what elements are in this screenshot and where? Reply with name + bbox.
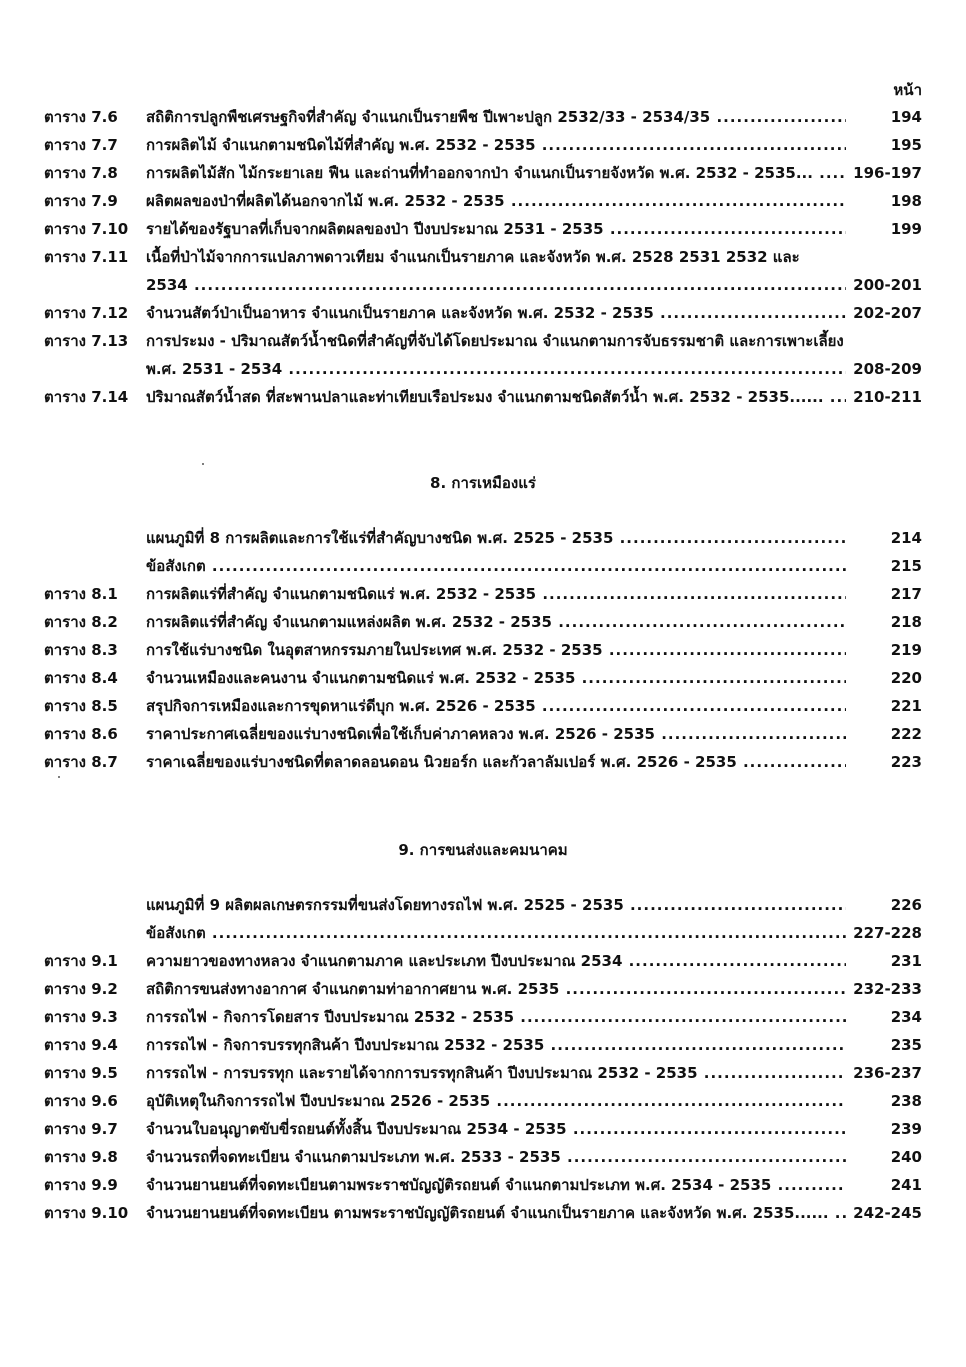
toc-page-number: 236-237 [853,1064,922,1082]
toc-page-number: 219 [890,641,922,659]
toc-label: ตาราง 9.6 [44,1092,118,1110]
toc-title: แผนภูมิที่ 8 การผลิตและการใช้แร่ที่สำคัญบางชนิด พ.ศ. 2525 - 2535 ..... [146,525,846,551]
toc-title: การรถไฟ - กิจการโดยสาร ปีงบประมาณ 2532 - 2535 ..... [146,1004,846,1030]
toc-row [0,160,966,186]
toc-page-number: 195 [890,136,922,154]
toc-page-number: 242-245 [853,1204,922,1222]
toc-page-number: 215 [890,557,922,575]
toc-label: ตาราง 7.13 [44,332,129,350]
toc-label: ตาราง 9.5 [44,1064,118,1082]
toc-label: ตาราง 9.7 [44,1120,118,1138]
toc-page-number: 222 [890,725,922,743]
toc-title: จำนวนยานยนต์ที่จดทะเบียน ตามพระราชบัญญัติรถยนต์ จำแนกเป็นรายภาค และจังหวัด พ.ศ. 2535...... ..... [146,1200,846,1226]
toc-title: การใช้แร่บางชนิด ในอุตสาหกรรมภายในประเทศ พ.ศ. 2532 - 2535 ..... [146,637,846,663]
toc-page-number: 194 [890,108,922,126]
toc-title: จำนวนยานยนต์ที่จดทะเบียนตามพระราชบัญญัติรถยนต์ จำแนกตามประเภท พ.ศ. 2534 - 2535 ..... [146,1172,846,1198]
toc-page-number: 234 [890,1008,922,1026]
toc-title: การผลิตแร่ที่สำคัญ จำแนกตามแหล่งผลิต พ.ศ. 2532 - 2535 ..... [146,609,846,635]
toc-row [0,188,966,214]
toc-page-number: 214 [890,529,922,547]
toc-title: จำนวนใบอนุญาตขับขี่รถยนต์ทั้งสิ้น ปีงบประมาณ 2534 - 2535 ..... [146,1116,846,1142]
toc-row [0,1088,966,1114]
toc-row [0,1144,966,1170]
toc-title: จำนวนรถที่จดทะเบียน จำแนกตามประเภท พ.ศ. 2533 - 2535 ..... [146,1144,846,1170]
toc-page-number: 217 [890,585,922,603]
toc-label: ตาราง 8.5 [44,697,118,715]
toc-title-continued: 2534 ..... [146,272,846,298]
toc-page-number: 232-233 [853,980,922,998]
toc-row [0,948,966,974]
toc-row [0,1172,966,1198]
toc-label: ตาราง 7.12 [44,304,129,322]
toc-label: ตาราง 7.9 [44,192,118,210]
toc-label: ตาราง 8.6 [44,725,118,743]
toc-title: สถิติการปลูกพืชเศรษฐกิจที่สำคัญ จำแนกเป็นรายพืช ปีเพาะปลูก 2532/33 - 2534/35 ..... [146,104,846,130]
toc-title: การรถไฟ - การบรรทุก และรายได้จากการบรรทุกสินค้า ปีงบประมาณ 2532 - 2535 ..... [146,1060,846,1086]
toc-title: การผลิตไม้ จำแนกตามชนิดไม้ที่สำคัญ พ.ศ. 2532 - 2535 ..... [146,132,846,158]
toc-row [0,1200,966,1226]
toc-title: ราคาประกาศเฉลี่ยของแร่บางชนิดเพื่อใช้เก็บค่าภาคหลวง พ.ศ. 2526 - 2535 ..... [146,721,846,747]
toc-page-number: 198 [890,192,922,210]
toc-title: แผนภูมิที่ 9 ผลิตผลเกษตรกรรมที่ขนส่งโดยทางรถไฟ พ.ศ. 2525 - 2535 ..... [146,892,846,918]
section-9-heading: 9. การขนส่งและคมนาคม [398,841,568,859]
toc-title: เนื้อที่ป่าไม้จากการแปลภาพดาวเทียม จำแนกเป็นรายภาค และจังหวัด พ.ศ. 2528 2531 2532 และ [146,248,800,266]
toc-page-number: 210-211 [853,388,922,406]
toc-label: ตาราง 8.4 [44,669,118,687]
toc-label: ตาราง 7.8 [44,164,118,182]
toc-label: ตาราง 7.6 [44,108,118,126]
toc-row [0,1032,966,1058]
toc-row [0,525,966,551]
toc-page-number: 235 [890,1036,922,1054]
toc-label: ตาราง 9.10 [44,1204,129,1222]
toc-row [0,1004,966,1030]
toc-page-number: 196-197 [853,164,922,182]
toc-row [0,892,966,918]
toc-row [0,693,966,719]
toc-title: จำนวนสัตว์ป่าเป็นอาหาร จำแนกเป็นรายภาค และจังหวัด พ.ศ. 2532 - 2535 ..... [146,300,846,326]
toc-row [0,300,966,326]
toc-label: ตาราง 9.8 [44,1148,118,1166]
toc-row [0,384,966,410]
toc-page-number: 199 [890,220,922,238]
toc-page-number: 202-207 [853,304,922,322]
toc-title-continued: พ.ศ. 2531 - 2534 ..... [146,356,846,382]
toc-page-number: 220 [890,669,922,687]
toc-page-number: 208-209 [853,360,922,378]
toc-row [0,721,966,747]
toc-page-number: 241 [890,1176,922,1194]
toc-row-continued [0,356,966,382]
toc-title: การผลิตแร่ที่สำคัญ จำแนกตามชนิดแร่ พ.ศ. 2532 - 2535 ..... [146,581,846,607]
toc-label: ตาราง 7.7 [44,136,118,154]
toc-row [0,132,966,158]
toc-row [0,609,966,635]
toc-label: ตาราง 9.1 [44,952,118,970]
toc-title: สรุปกิจการเหมืองและการขุดหาแร่ดีบุก พ.ศ. 2526 - 2535 ..... [146,693,846,719]
toc-title: ผลิตผลของป่าที่ผลิตได้นอกจากไม้ พ.ศ. 2532 - 2535 ..... [146,188,846,214]
toc-title: ข้อสังเกต ..... [146,553,846,579]
toc-row [0,665,966,691]
page-column-header: หน้า [893,81,922,99]
toc-page-number: 200-201 [853,276,922,294]
toc-row [0,1116,966,1142]
toc-page-number: 223 [890,753,922,771]
toc-row [0,976,966,1002]
toc-page-number: 218 [890,613,922,631]
toc-label: ตาราง 8.7 [44,753,118,771]
toc-label: ตาราง 7.10 [44,220,129,238]
toc-title: ความยาวของทางหลวง จำแนกตามภาค และประเภท ปีงบประมาณ 2534 ..... [146,948,846,974]
toc-row [0,581,966,607]
toc-label: ตาราง 7.14 [44,388,129,406]
toc-row [0,1060,966,1086]
toc-label: ตาราง 8.3 [44,641,118,659]
toc-row [0,637,966,663]
toc-row [0,920,966,946]
toc-row [0,216,966,242]
toc-title: จำนวนเหมืองและคนงาน จำแนกตามชนิดแร่ พ.ศ. 2532 - 2535 ..... [146,665,846,691]
toc-title: การผลิตไม้สัก ไม้กระยาเลย ฟืน และถ่านที่ทำออกจากป่า จำแนกเป็นรายจังหวัด พ.ศ. 2532 - 2535... ..... [146,160,846,186]
toc-title: การรถไฟ - กิจการบรรทุกสินค้า ปีงบประมาณ 2532 - 2535 ..... [146,1032,846,1058]
toc-title: ปริมาณสัตว์น้ำสด ที่สะพานปลาและท่าเทียบเรือประมง จำแนกตามชนิดสัตว์น้ำ พ.ศ. 2532 - 2535...... ..... [146,384,846,410]
toc-label: ตาราง 9.4 [44,1036,118,1054]
toc-page-number: 231 [890,952,922,970]
toc-page-number: 239 [890,1120,922,1138]
toc-page-number: 227-228 [853,924,922,942]
toc-label: ตาราง 9.9 [44,1176,118,1194]
toc-label: ตาราง 7.11 [44,248,129,266]
toc-row [0,244,966,270]
toc-title: การประมง - ปริมาณสัตว์น้ำชนิดที่สำคัญที่จับได้โดยประมาณ จำแนกตามการจับธรรมชาติ และการเพาะเลี้ยง [146,332,844,350]
toc-row [0,328,966,354]
toc-title: รายได้ของรัฐบาลที่เก็บจากผลิตผลของป่า ปีงบประมาณ 2531 - 2535 ..... [146,216,846,242]
toc-row [0,553,966,579]
toc-label: ตาราง 8.2 [44,613,118,631]
toc-page-number: 221 [890,697,922,715]
toc-row [0,749,966,775]
toc-title: ราคาเฉลี่ยของแร่บางชนิดที่ตลาดลอนดอน นิวยอร์ก และกัวลาลัมเปอร์ พ.ศ. 2526 - 2535 ..... [146,749,846,775]
toc-label: ตาราง 9.3 [44,1008,118,1026]
toc-title: สถิติการขนส่งทางอากาศ จำแนกตามท่าอากาศยาน พ.ศ. 2535 ..... [146,976,846,1002]
toc-label: ตาราง 8.1 [44,585,118,603]
section-8-heading: 8. การเหมืองแร่ [430,474,536,492]
scan-speck [58,776,60,778]
toc-page-number: 240 [890,1148,922,1166]
toc-page-number: 226 [890,896,922,914]
toc-page-number: 238 [890,1092,922,1110]
toc-title: อุบัติเหตุในกิจการรถไฟ ปีงบประมาณ 2526 - 2535 ..... [146,1088,846,1114]
toc-label: ตาราง 9.2 [44,980,118,998]
toc-title: ข้อสังเกต ..... [146,920,846,946]
scan-speck [202,463,204,465]
toc-row-continued [0,272,966,298]
toc-row [0,104,966,130]
